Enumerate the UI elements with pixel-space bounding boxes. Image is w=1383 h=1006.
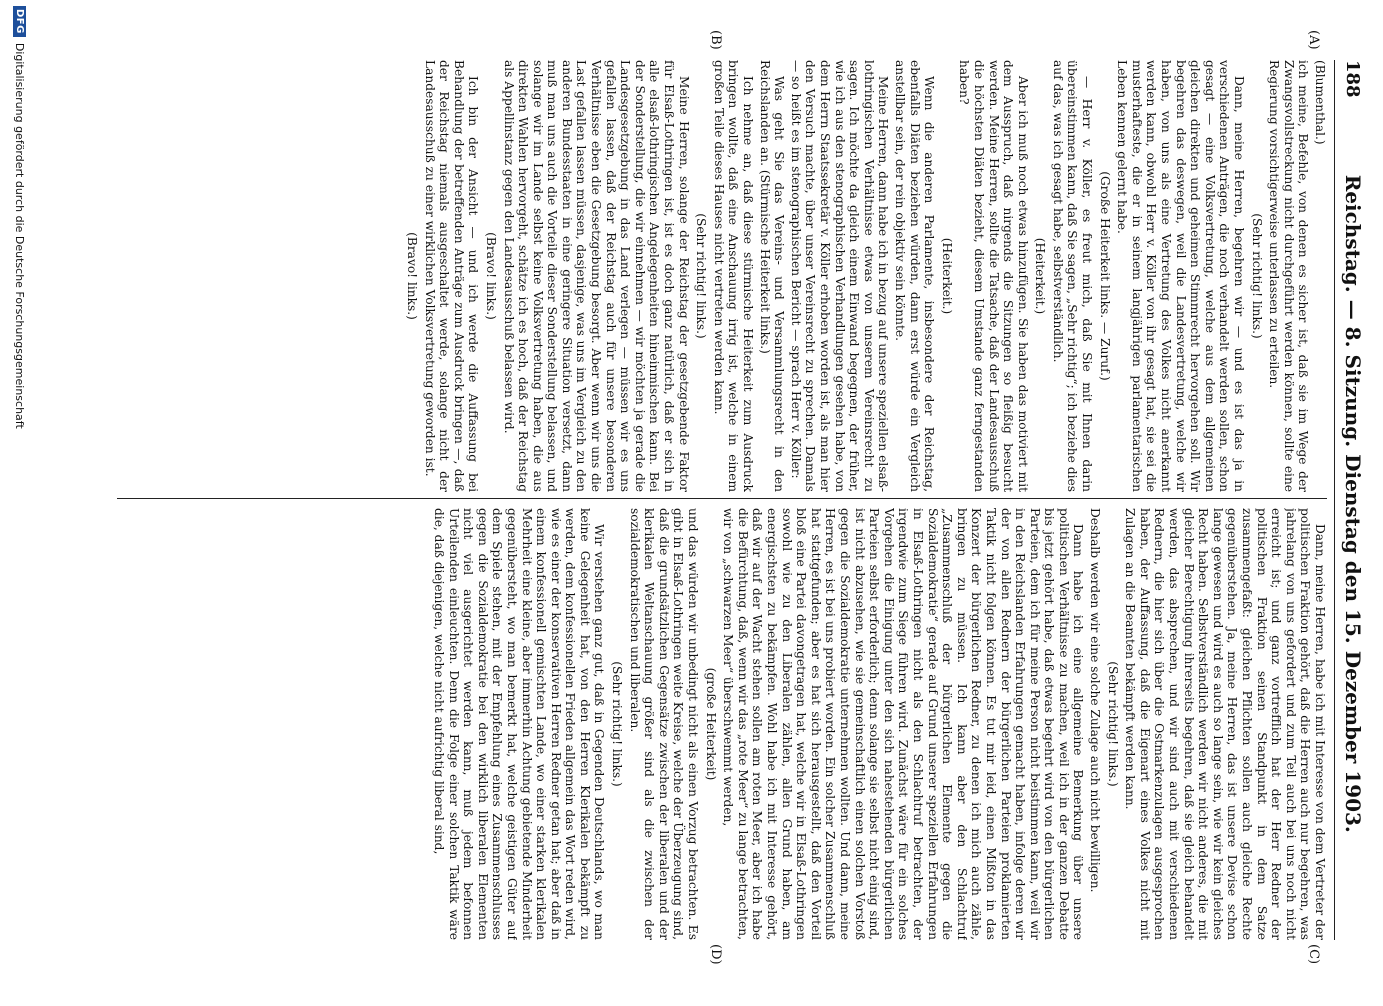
- dfg-logo: DFG: [14, 6, 27, 37]
- paragraph: Meine Herren, solange der Reichstag der gesetzgebende Faktor für Elsaß-Lothringen ist, ist es doch ganz natürlich, daß er sich in alle elsaß-lothringischen Angelegenheiten hineinmischen kann. Bei der Sonderstellung, die wir einnehmen — wir möchten ja gerade die Landesgesetzgebung in das Land verlegen — müssen wir es uns gefallen lassen, daß der Reichstag auch für unsere besonderen Verhältnisse eben die Gesetzgebung besorgt. Aber wenn wir uns die Last gefallen lassen müssen, dasjenige, was uns im Vergleich zu den anderen Bundesstaaten in eine geringere Situation versetzt, dann muß man uns auch die Vorteile dieser Sonderstellung belassen, und solange wir im Lande selbst keine Volksvertretung haben, die aus direkten Wahlen hervorgeht, schätze ich es hoch, daß der Reichstag als Appellinstanz gegen den Landesausschuß belassen wird.: [501, 60, 691, 492]
- page-title: Reichstag. — 8. Sitzung. Dienstag den 15. Dezember 1903.: [1341, 174, 1365, 833]
- left-text-column: [117, 60, 1327, 492]
- interjection: (Sehr richtig! links.): [610, 661, 625, 787]
- paragraph: (Blumenthal.): [1313, 60, 1327, 145]
- digitization-footer: [7, 0, 33, 1006]
- interjection: (große Heiterkeit): [703, 667, 718, 781]
- paragraph: Dann, meine Herren, habe ich mit Interesse von dem Vertreter der politischen Fraktion gehört, daß die Herren auch nur begehren, was jahrelang von uns gefordert und zum Teil auch bei uns noch nicht erreicht ist; und ganz vortrefflich hat der Herr Redner der politischen Fraktion seinen Standpunkt in dem Satze zusammengefaßt: gleichen Pflichten sollen auch gleiche Rechte gegenüberstehen. Ja, meine Herren, das ist unsere Devise schon lange gewesen und wird es auch so lange sein, wie wir kein gleiches Recht haben. Selbstverständlich werden wir nicht anderes, die mit gleicher Berechtigung ihrerseits begehren, daß sie gleich behandelt werden, das absprechen, und wir sind auch mit verschiedenen Rednern, die hier sich über die Ostmarkenzulagen ausgesprochen haben, der Auffassung, daß die Eigenart eines Volkes nicht mit Zulagen an die Beamten bekämpft werden kann.: [1123, 508, 1327, 940]
- interjection: (Heiterkeit.): [1033, 237, 1048, 315]
- page-header: [1333, 60, 1373, 940]
- paragraph: ich meine, Befehle, von denen es sicher ist, daß sie im Wege der Zwangsvollstreckung nicht durchgeführt werden können, sollte eine Regierung vorsichtigerweise unterlassen zu erteilen.: [1267, 60, 1311, 492]
- paragraph: Ich bin der Ansicht — und ich werde die Auffassung bei Behandlung der betreffenden Anträge zum Ausdruck bringen —, daß der Reichstag niemals ausgeschaltet werde, solange nicht der Landesausschuß zu einer wirklichen Volksvertretung geworden ist.: [422, 60, 481, 492]
- paragraph: Wir verstehen ganz gut, daß in Gegenden Deutschlands, wo man keine Gelegenheit hat, von den Herren Klerikalen bekämpft zu werden, dem konfessionellen Frieden allgemein das Wort reden wird, wie es einer der konservativen Herren Redner getan hat; aber daß in einem konfessionell gemischten Lande, wo einer starken klerikalen Mehrheit eine kleine, aber immerhin Achtung gebietende Minderheit gegenübersteht, wo man bemerkt hat, welche geistigen Güter auf dem Spiele stehen, mit der Empfehlung eines Zusammenschlusses gegen die Sozialdemokratie bei den wirklich liberalen Elementen nicht viel ausgerichtet werden kann, muß jedem befonnen Urteilenden einleuchten. Denn die Folge einer solchen Taktik wäre die, daß diejenigen, welche nicht aufrichtig liberal sind,: [431, 508, 607, 940]
- interjection: (Sehr richtig! links.): [1249, 213, 1264, 339]
- page-number: 188: [1342, 60, 1364, 98]
- interjection: (Große Heiterkeit links. — Zuruf.): [1097, 171, 1112, 381]
- interjection: (Sehr richtig! links.): [694, 213, 709, 339]
- paragraph: Ich nehme an, daß diese stürmische Heiterkeit zum Ausdruck bringen wollte, daß eine Anschauung irrig ist, welche in einem großen Teile dieses Hauses nicht vertreten werden kann.: [711, 60, 756, 492]
- paragraph: — Herr v. Köller, es freut mich, daß Sie mit Ihnen darin übereinstimmen kann, daß Sie sagen, „Sehr richtig“; ich beziehe dies auf das, was ich gesagt habe, selbstverständlich.: [1050, 60, 1095, 492]
- margin-marker-b: (B): [708, 30, 723, 50]
- paragraph: Deshalb werden wir eine solche Zulage auch nicht bewilligen.: [1088, 508, 1103, 893]
- paragraph: Wenn die anderen Parlamente, insbesondere der Reichstag, ebenfalls Diäten beziehen würden, dann erst würde ein Vergleich anstellbar sein, der rein objektiv sein könnte.: [892, 60, 937, 492]
- column-divider: [117, 498, 1327, 499]
- interjection: (Bravo! links.): [404, 232, 419, 320]
- interjection: (Bravo! links.): [483, 232, 498, 320]
- paragraph: und das würden wir unbedingt nicht als einen Vorzug betrachten. Es gibt in Elsaß-Lothringen weite Kreise, welche der Überzeugung sind, daß die grundsätzlichen Gegensätze zwischen der liberalen und der klerikalen Weltanschauung größer sind als die zwischen der sozialdemokratischen und liberalen.: [627, 508, 701, 940]
- margin-marker-c: (C): [1306, 944, 1321, 965]
- paragraph: Aber ich muß noch etwas hinzufügen. Sie haben das motiviert mit dem Ausspruch, daß nirgends die Sitzungen so fleißig besucht werden. Meine Herren, sollte die Tatsache, daß der Landesausschuß die höchsten Diäten bezieht, diesem Umstande ganz ferngestanden haben?: [957, 60, 1030, 492]
- paragraph: Was geht Sie das Vereins- und Versammlungsrecht in den Reichslanden an. (Stürmische Heiterkeit links.): [757, 60, 787, 492]
- right-text-column: [117, 508, 1327, 940]
- header-rule: [1334, 60, 1335, 940]
- margin-marker-d: (D): [708, 944, 723, 965]
- margin-marker-a: (A): [1306, 30, 1321, 50]
- paragraph: Dann habe ich eine allgemeine Bemerkung über unsere politischen Verhältnisse zu machen, weil ich in der ganzen Debatte bis jetzt gehört habe, daß etwas begehrt wird von den bürgerlichen Parteien, dem ich für meine Person nicht beistimmen kann, weil wir in den Reichslanden Erfahrungen gemacht haben, infolge deren wir der von allen Rednern der bürgerlichen Parteien proklamierten Taktik nicht folgen können. Es tut mir leid, einen Mißton in das Konzert der bürgerlichen Redner, zu denen ich mich auch zähle, bringen zu müssen. Ich kann aber den Schlachtruf „Zusammenschluß der bürgerlichen Elemente gegen die Sozialdemokratie“ gerade auf Grund unserer speziellen Erfahrungen in Elsaß-Lothringen nicht als den Schlachtruf betrachten, der irgendwie zum Siege führen wird. Zunächst wäre für ein solches Vorgehen die Einigung unter den sich nahestehenden bürgerlichen Parteien selbst erforderlich; denn solange sie selbst nicht einig sind, ist nicht abzusehen, wie sie gemeinschaftlich einen solchen Vorstoß gegen die Sozialdemokratie unternehmen wollten. Und dann, meine Herren, es ist bei uns probiert worden. Ein solcher Zusammenschluß hat stattgefunden; aber es hat sich herausgestellt, daß den Vorteil bloß eine Partei davongetragen hat, welche wir in Elsaß-Lothringen sowohl wie zu den Liberalen zählen, allen Grund haben, am energischsten zu bekämpfen. Wohl habe ich mit Interesse gehört, daß wir auf der Wacht stehen sollen am roten Meer, aber ich habe die Befürchtung, daß, wenn wir das „rote Meer“ zu lange betrachten, wir von „schwarzen Meer“ überschwemmt werden,: [721, 508, 1086, 940]
- paragraph: Meine Herren, dann habe ich in bezug auf unsere speziellen elsaß-lothringischen Verhältnisse etwas von unserem Vereinsrecht zu sagen. Ich möchte da gleich einem Einwand begegnen, der früher, wie ich aus den stenographischen Verhandlungen gesehen habe, von dem Herrn Staatssekretär v. Köller erhoben worden ist, als man hier den Versuch machte, über unser Vereinsrecht zu sprechen. Damals — so heißt es im stenographischen Bericht — sprach Herr v. Köller:: [788, 60, 891, 492]
- digitization-note: Digitalisierung gefördert durch die Deutsche Forschungsgemeinschaft: [13, 42, 27, 429]
- interjection: (Sehr richtig! links.): [1105, 661, 1120, 787]
- interjection: (Heiterkeit.): [939, 237, 954, 315]
- paragraph: Dann, meine Herren, begehren wir — und es ist das ja in verschiedenen Anträgen, die noch verhandelt werden sollen, schon gesagt — eine Volksvertretung, welche aus dem allgemeinen gleichen direkten und geheimen Stimmrecht hervorgehen soll. Wir begehren das deswegen, weil die Landesvertretung, welche wir haben, von uns als eine Vertretung des Volkes nicht anerkannt werden kann, obwohl Herr v. Köller von ihr gesagt hat, sie sei die musterhafteste, die er in seinem langjährigen parlamentarischen Leben kennen gelernt habe.: [1115, 60, 1247, 492]
